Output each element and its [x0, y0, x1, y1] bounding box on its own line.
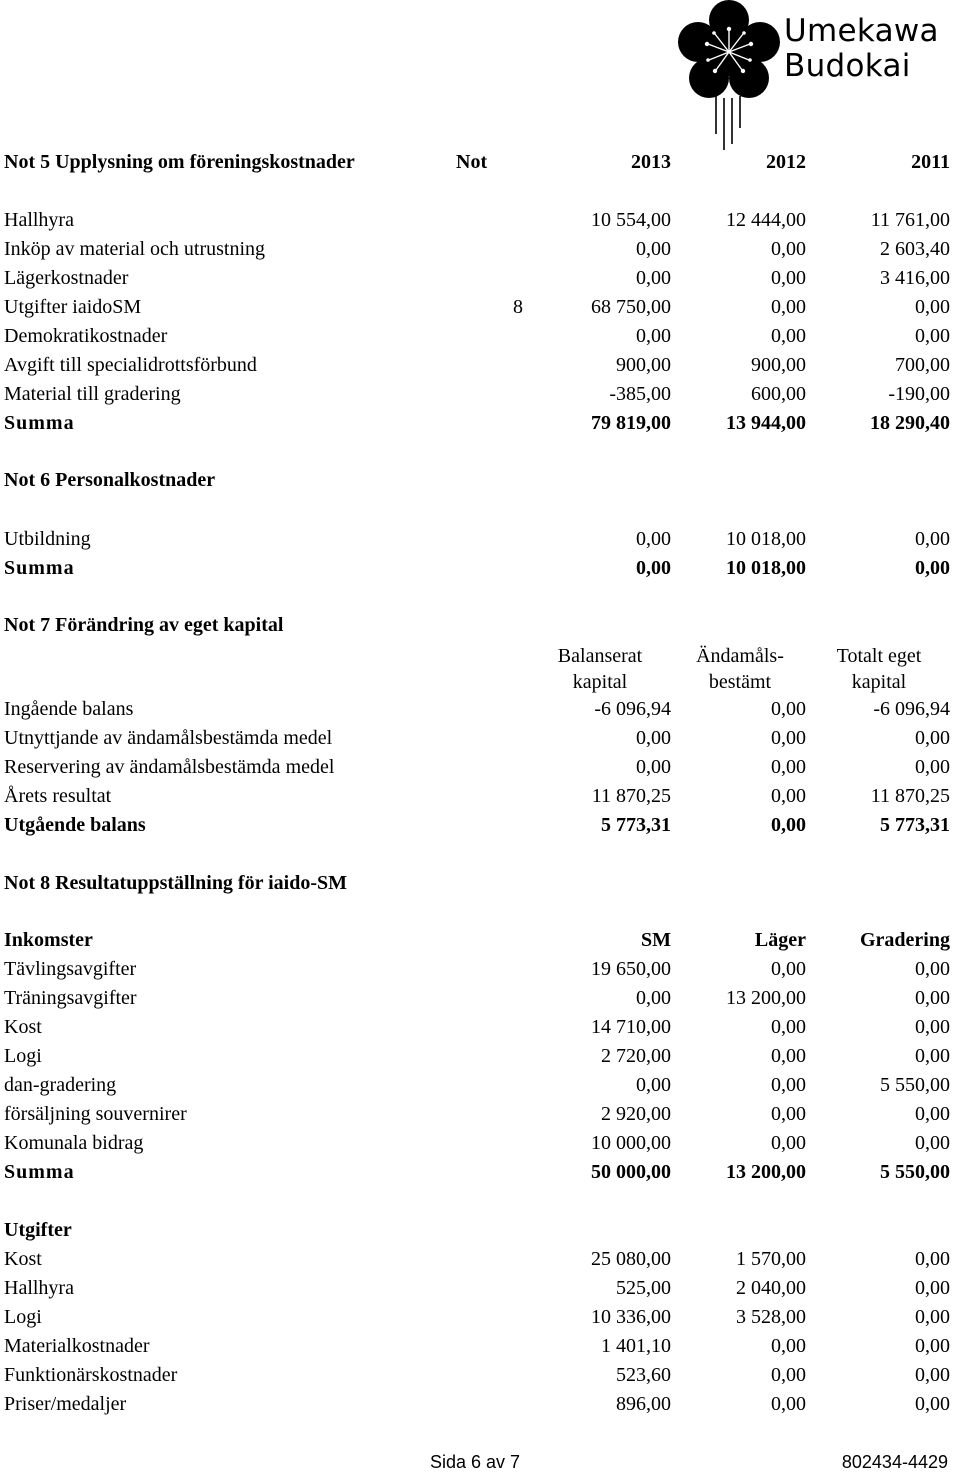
value-sm: 10 336,00	[591, 1306, 671, 1328]
value-2013: 0,00	[636, 528, 671, 550]
value-2013: 900,00	[616, 354, 671, 376]
sum-gradering: 5 550,00	[880, 1161, 950, 1183]
table-row	[0, 351, 960, 380]
row-label: Hallhyra	[4, 209, 74, 231]
sum-2013: 79 819,00	[591, 412, 671, 434]
value-2013: 0,00	[636, 238, 671, 260]
value-andamalsbestamt: 0,00	[771, 727, 806, 749]
row-label: Materialkostnader	[4, 1335, 150, 1357]
column-header-line: kapital	[572, 671, 628, 693]
table-row	[0, 322, 960, 351]
value-sm: 10 000,00	[591, 1132, 671, 1154]
sum-2013: 0,00	[636, 557, 671, 579]
value-2013: -385,00	[609, 383, 671, 405]
table-row	[0, 380, 960, 409]
column-header-balanserat	[540, 643, 660, 695]
row-label: Logi	[4, 1306, 42, 1328]
value-2011: 0,00	[915, 528, 950, 550]
table-row	[0, 1245, 960, 1274]
year-2013-header: 2013	[631, 151, 671, 173]
value-lager: 13 200,00	[726, 987, 806, 1009]
value-lager: 0,00	[771, 1016, 806, 1038]
value-gradering: 0,00	[915, 1393, 950, 1415]
value-2013: 10 554,00	[591, 209, 671, 231]
value-lager: 0,00	[771, 1364, 806, 1386]
column-header-line: kapital	[851, 671, 907, 693]
sum-2011: 18 290,40	[870, 412, 950, 434]
logo-line-1: Umekawa	[784, 13, 939, 49]
value-lager: 1 570,00	[736, 1248, 806, 1270]
value-totalt: 0,00	[915, 727, 950, 749]
value-lager: 3 528,00	[736, 1306, 806, 1328]
value-lager: 0,00	[771, 1393, 806, 1415]
table-row	[0, 1361, 960, 1390]
note8-title: Not 8 Resultatuppställning för iaido-SM	[4, 872, 348, 894]
row-label: Kost	[4, 1016, 42, 1038]
value-gradering: 0,00	[915, 1277, 950, 1299]
year-2011-header: 2011	[911, 151, 950, 173]
row-label: Utgifter iaidoSM	[4, 296, 142, 318]
value-balanserat: 0,00	[636, 756, 671, 778]
closing-label: Utgående balans	[4, 814, 146, 836]
value-2011: -190,00	[888, 383, 950, 405]
table-row	[0, 1100, 960, 1129]
table-row	[0, 782, 960, 811]
value-balanserat: -6 096,94	[594, 698, 671, 720]
closing-balanserat: 5 773,31	[601, 814, 671, 836]
column-header-lager: Läger	[754, 929, 806, 951]
value-sm: 14 710,00	[591, 1016, 671, 1038]
note6-title: Not 6 Personalkostnader	[4, 469, 216, 491]
value-sm: 523,60	[616, 1364, 671, 1386]
closing-totalt: 5 773,31	[880, 814, 950, 836]
value-balanserat: 11 870,25	[591, 785, 671, 807]
value-sm: 25 080,00	[591, 1248, 671, 1270]
value-totalt: 0,00	[915, 756, 950, 778]
row-label: Lägerkostnader	[4, 267, 129, 289]
table-row	[0, 525, 960, 554]
sum-label: Summa	[4, 557, 75, 579]
table-row	[0, 1390, 960, 1419]
value-gradering: 0,00	[915, 987, 950, 1009]
sum-row	[0, 554, 960, 583]
value-2011: 2 603,40	[880, 238, 950, 260]
column-header-line: Ändamåls-	[696, 645, 784, 667]
row-label: Inköp av material och utrustning	[4, 238, 266, 260]
logo-line-2: Budokai	[784, 48, 911, 84]
note-reference: 8	[513, 296, 523, 318]
value-lager: 0,00	[771, 1045, 806, 1067]
value-lager: 0,00	[771, 958, 806, 980]
sum-label: Summa	[4, 1161, 75, 1183]
value-lager: 0,00	[771, 1074, 806, 1096]
note5-header-row	[0, 148, 960, 177]
income-header: Inkomster	[4, 929, 93, 951]
row-label: Ingående balans	[4, 698, 134, 720]
value-gradering: 0,00	[915, 1132, 950, 1154]
value-2012: 0,00	[771, 296, 806, 318]
column-header-line: Balanserat	[557, 645, 643, 667]
logo-wordmark	[784, 14, 939, 84]
value-lager: 0,00	[771, 1103, 806, 1125]
value-sm: 1 401,10	[601, 1335, 671, 1357]
value-2012: 600,00	[751, 383, 806, 405]
row-label: försäljning souvernirer	[4, 1103, 187, 1125]
table-row	[0, 753, 960, 782]
value-2011: 700,00	[895, 354, 950, 376]
table-row	[0, 695, 960, 724]
value-lager: 2 040,00	[736, 1277, 806, 1299]
value-lager: 0,00	[771, 1132, 806, 1154]
table-row	[0, 1071, 960, 1100]
value-sm: 525,00	[616, 1277, 671, 1299]
value-2012: 900,00	[751, 354, 806, 376]
sum-row	[0, 1158, 960, 1187]
row-label: Utbildning	[4, 528, 91, 550]
sum-2012: 10 018,00	[726, 557, 806, 579]
row-label: Funktionärskostnader	[4, 1364, 178, 1386]
value-2012: 0,00	[771, 325, 806, 347]
note8-header-row	[0, 869, 960, 898]
column-header-andamalsbestamt	[676, 643, 804, 695]
value-gradering: 0,00	[915, 1306, 950, 1328]
closing-balance-row	[0, 811, 960, 840]
value-sm: 0,00	[636, 987, 671, 1009]
value-2012: 0,00	[771, 267, 806, 289]
organization-number: 802434-4429	[841, 1452, 948, 1472]
page-number: Sida 6 av 7	[430, 1452, 521, 1472]
value-lager: 0,00	[771, 1335, 806, 1357]
column-header-line: Totalt eget	[836, 645, 922, 667]
closing-andamalsbestamt: 0,00	[771, 814, 806, 836]
row-label: Material till gradering	[4, 383, 181, 405]
value-gradering: 0,00	[915, 1248, 950, 1270]
note-column-header: Not	[456, 151, 488, 173]
value-andamalsbestamt: 0,00	[771, 698, 806, 720]
table-row	[0, 1303, 960, 1332]
value-totalt: -6 096,94	[873, 698, 950, 720]
logo	[678, 0, 960, 150]
note5-title: Not 5 Upplysning om föreningskostnader	[4, 151, 355, 173]
sum-row	[0, 409, 960, 438]
table-row	[0, 724, 960, 753]
value-2013: 0,00	[636, 325, 671, 347]
value-gradering: 0,00	[915, 958, 950, 980]
row-label: Träningsavgifter	[4, 987, 137, 1009]
column-header-line: bestämt	[708, 671, 772, 693]
year-2012-header: 2012	[766, 151, 806, 173]
row-label: Reservering av ändamålsbestämda medel	[4, 756, 335, 778]
value-gradering: 0,00	[915, 1016, 950, 1038]
value-2013: 68 750,00	[591, 296, 671, 318]
expense-header: Utgifter	[4, 1219, 72, 1241]
expense-header-row	[0, 1216, 960, 1245]
table-row	[0, 1129, 960, 1158]
note6-header-row	[0, 466, 960, 495]
sum-2012: 13 944,00	[726, 412, 806, 434]
note7-header-row	[0, 611, 960, 640]
row-label: Årets resultat	[4, 785, 112, 807]
value-2011: 0,00	[915, 325, 950, 347]
table-row	[0, 264, 960, 293]
table-row	[0, 206, 960, 235]
table-row	[0, 1042, 960, 1071]
column-header-sm: SM	[641, 929, 671, 951]
value-sm: 19 650,00	[591, 958, 671, 980]
column-header-totalt-eget-kapital	[816, 643, 942, 695]
sum-label: Summa	[4, 412, 75, 434]
income-header-row	[0, 926, 960, 955]
table-row	[0, 1013, 960, 1042]
table-row	[0, 1332, 960, 1361]
value-sm: 2 720,00	[601, 1045, 671, 1067]
plum-blossom-logo-icon	[678, 0, 780, 150]
table-row	[0, 984, 960, 1013]
row-label: Tävlingsavgifter	[4, 958, 137, 980]
value-sm: 0,00	[636, 1074, 671, 1096]
value-gradering: 0,00	[915, 1045, 950, 1067]
row-label: dan-gradering	[4, 1074, 117, 1096]
value-gradering: 0,00	[915, 1335, 950, 1357]
value-2011: 11 761,00	[870, 209, 950, 231]
value-2011: 0,00	[915, 296, 950, 318]
value-2012: 0,00	[771, 238, 806, 260]
value-2012: 10 018,00	[726, 528, 806, 550]
column-header-gradering: Gradering	[860, 929, 950, 951]
sum-lager: 13 200,00	[726, 1161, 806, 1183]
row-label: Kost	[4, 1248, 42, 1270]
value-2011: 3 416,00	[880, 267, 950, 289]
value-andamalsbestamt: 0,00	[771, 756, 806, 778]
row-label: Utnyttjande av ändamålsbestämda medel	[4, 727, 333, 749]
value-totalt: 11 870,25	[870, 785, 950, 807]
row-label: Hallhyra	[4, 1277, 74, 1299]
table-row	[0, 293, 960, 322]
value-gradering: 0,00	[915, 1364, 950, 1386]
row-label: Priser/medaljer	[4, 1393, 127, 1415]
note7-title: Not 7 Förändring av eget kapital	[4, 614, 284, 636]
row-label: Logi	[4, 1045, 42, 1067]
value-balanserat: 0,00	[636, 727, 671, 749]
row-label: Avgift till specialidrottsförbund	[4, 354, 257, 376]
table-row	[0, 955, 960, 984]
row-label: Komunala bidrag	[4, 1132, 144, 1154]
value-sm: 2 920,00	[601, 1103, 671, 1125]
value-sm: 896,00	[616, 1393, 671, 1415]
value-2012: 12 444,00	[726, 209, 806, 231]
sum-2011: 0,00	[915, 557, 950, 579]
table-row	[0, 235, 960, 264]
value-andamalsbestamt: 0,00	[771, 785, 806, 807]
value-gradering: 0,00	[915, 1103, 950, 1125]
row-label: Demokratikostnader	[4, 325, 168, 347]
value-gradering: 5 550,00	[880, 1074, 950, 1096]
table-row	[0, 1274, 960, 1303]
sum-sm: 50 000,00	[591, 1161, 671, 1183]
value-2013: 0,00	[636, 267, 671, 289]
